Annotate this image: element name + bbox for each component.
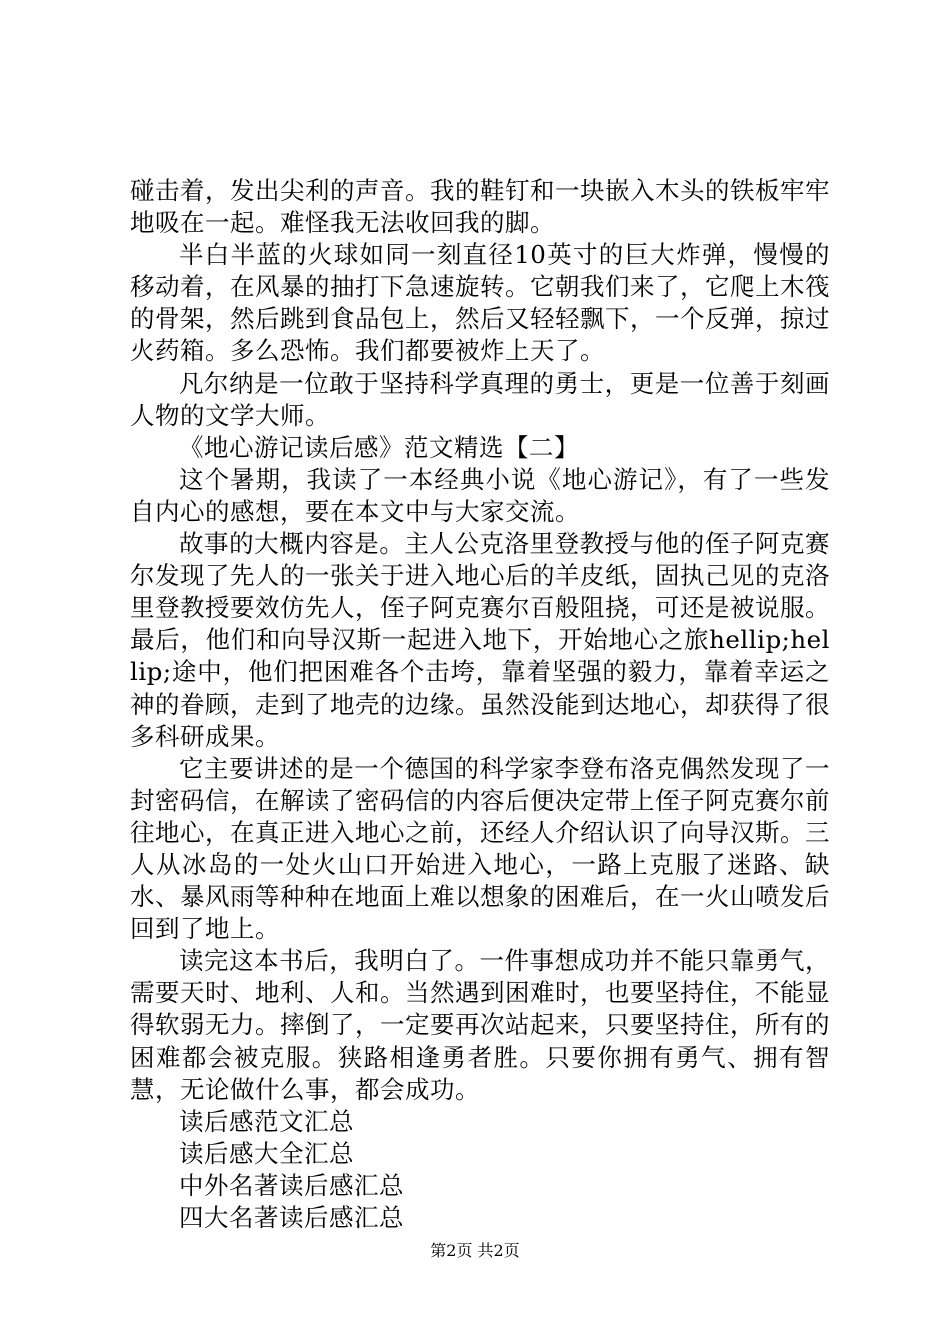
paragraph-intro: 这个暑期，我读了一本经典小说《地心游记》，有了一些发自内心的感想，要在本文中与大家交流。: [130, 464, 830, 526]
paragraph-story: 故事的大概内容是。主人公克洛里登教授与他的侄子阿克赛尔发现了先人的一张关于进入地心后的羊皮纸，固执己见的克洛里登教授要效仿先人，侄子阿克赛尔百般阻挠，可还是被说服。最后，他们和向导汉斯一起进入地下，开始地心之旅hellip;hellip;途中，他们把困难各个击垮，靠着坚强的毅力，靠着幸运之神的眷顾，走到了地壳的边缘。虽然没能到达地心，却获得了很多科研成果。: [130, 529, 830, 751]
page-number: 第2页 共2页: [430, 1241, 520, 1260]
paragraph-summary: 它主要讲述的是一个德国的科学家李登布洛克偶然发现了一封密码信，在解读了密码信的内容后便决定带上侄子阿克赛尔前往地心，在真正进入地心之前，还经人介绍认识了向导汉斯。三人从冰岛的一处火山口开始进入地心，一路上克服了迷路、缺水、暴风雨等种种在地面上难以想象的困难后，在一火山喷发后回到了地上。: [130, 753, 830, 944]
paragraph-reflection: 读完这本书后，我明白了。一件事想成功并不能只靠勇气，需要天时、地利、人和。当然遇到困难时，也要坚持住，不能显得软弱无力。摔倒了，一定要再次站起来，只要坚持住，所有的困难都会被克服。狭路相逢勇者胜。只要你拥有勇气、拥有智慧，无论做什么事，都会成功。: [130, 946, 830, 1104]
related-link-4[interactable]: 四大名著读后感汇总: [179, 1203, 404, 1232]
paragraph-continued: 碰击着，发出尖利的声音。我的鞋钉和一块嵌入木头的铁板牢牢地吸在一起。难怪我无法收回我的脚。: [130, 176, 830, 238]
paragraph-fireball: 半白半蓝的火球如同一刻直径10英寸的巨大炸弹，慢慢的移动着，在风暴的抽打下急速旋转。它朝我们来了，它爬上木筏的骨架，然后跳到食品包上，然后又轻轻飘下，一个反弹，掠过火药箱。多么恐怖。我们都要被炸上天了。: [130, 240, 830, 366]
related-link-3[interactable]: 中外名著读后感汇总: [179, 1170, 404, 1200]
document-body: [130, 175, 830, 1234]
related-link-2[interactable]: 读后感大全汇总: [179, 1138, 354, 1168]
section-heading: 《地心游记读后感》范文精选【二】: [179, 432, 579, 462]
related-link-1[interactable]: 读后感范文汇总: [179, 1106, 354, 1136]
paragraph-verne: 凡尔纳是一位敢于坚持科学真理的勇士，更是一位善于刻画人物的文学大师。: [130, 368, 830, 430]
